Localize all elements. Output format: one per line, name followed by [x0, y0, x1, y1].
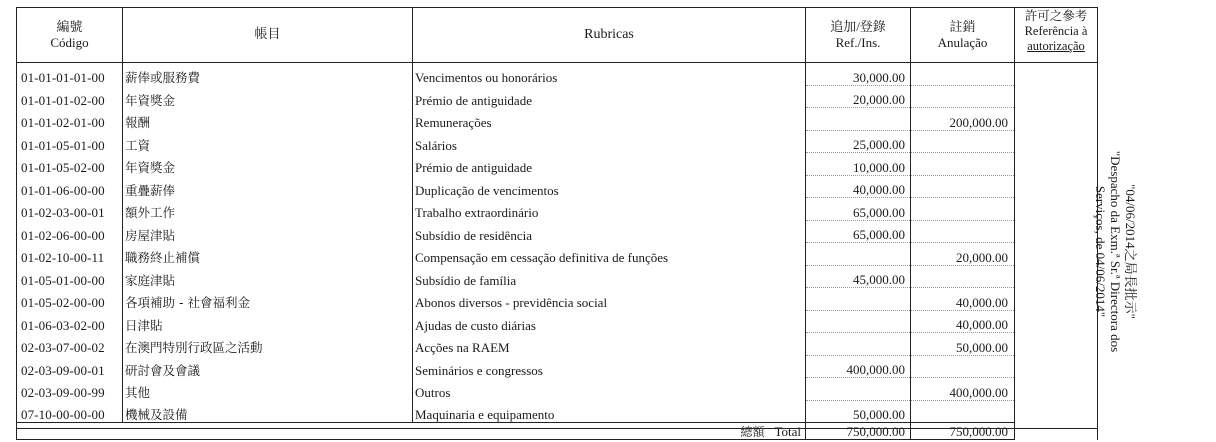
row-code: 01-02-03-00-01 [17, 198, 123, 221]
row-anulacao: 40,000.00 [911, 288, 1015, 311]
row-rubrica: Acções na RAEM [413, 333, 806, 356]
row-code: 01-05-02-00-00 [17, 288, 123, 311]
table-body [17, 63, 1139, 440]
total-reforco: 750,000.00 [806, 423, 911, 440]
header-ins-zh: 追加/登錄 [830, 19, 886, 34]
table-row [17, 220, 1098, 243]
row-reforco: 30,000.00 [806, 63, 911, 86]
row-reforco [806, 333, 911, 356]
row-anulacao: 400,000.00 [911, 378, 1015, 401]
row-reforco: 20,000.00 [806, 85, 911, 108]
row-reforco: 65,000.00 [806, 198, 911, 221]
header-code [17, 8, 123, 63]
table-header-row [17, 8, 1098, 63]
table-row [17, 198, 1098, 221]
row-item: 房屋津貼 [123, 220, 413, 243]
row-code: 01-05-01-00-00 [17, 265, 123, 288]
authorization-line1: "04/06/2014之局長批示" [1123, 183, 1139, 319]
row-anulacao [911, 153, 1015, 176]
authorization-reference [1015, 63, 1139, 440]
row-rubrica: Duplicação de vencimentos [413, 175, 806, 198]
row-code: 01-01-05-01-00 [17, 130, 123, 153]
total-label-pt: Total [774, 424, 801, 439]
authorization-line2: "Despacho da Exm.ª Sr.ª Directora dos [1108, 150, 1124, 352]
header-ins [806, 8, 911, 63]
row-item: 額外工作 [123, 198, 413, 221]
row-anulacao [911, 85, 1015, 108]
header-ins-pt: Ref./Ins. [835, 35, 881, 50]
row-code: 01-01-01-01-00 [17, 63, 123, 86]
total-row [17, 423, 1098, 440]
total-label [17, 423, 806, 440]
budget-table [16, 7, 1139, 440]
header-anu-pt: Anulação [937, 35, 988, 50]
row-rubrica: Compensação em cessação definitiva de funções [413, 243, 806, 266]
row-item: 職務終止補償 [123, 243, 413, 266]
header-code-pt: Código [50, 35, 89, 50]
authorization-text [1093, 151, 1138, 352]
row-item: 研討會及會議 [123, 355, 413, 378]
row-code: 01-01-05-02-00 [17, 153, 123, 176]
row-anulacao [911, 400, 1015, 423]
row-reforco [806, 243, 911, 266]
row-reforco: 25,000.00 [806, 130, 911, 153]
row-rubrica: Seminários e congressos [413, 355, 806, 378]
table-row [17, 243, 1098, 266]
row-anulacao [911, 265, 1015, 288]
header-ref-zh: 許可之參考 [1024, 9, 1088, 23]
row-code: 07-10-00-00-00 [17, 400, 123, 423]
row-item: 年資獎金 [123, 153, 413, 176]
row-reforco: 40,000.00 [806, 175, 911, 198]
row-anulacao [911, 63, 1015, 86]
row-anulacao: 40,000.00 [911, 310, 1015, 333]
row-reforco: 45,000.00 [806, 265, 911, 288]
row-item: 在澳門特別行政區之活動 [123, 333, 413, 356]
row-code: 01-02-10-00-11 [17, 243, 123, 266]
row-reforco: 50,000.00 [806, 400, 911, 423]
row-reforco: 65,000.00 [806, 220, 911, 243]
authorization-line3: Serviços, de 04/06/2014" [1093, 185, 1109, 317]
row-code: 01-01-01-02-00 [17, 85, 123, 108]
row-code: 02-03-09-00-99 [17, 378, 123, 401]
header-item-zh: 帳目 [254, 27, 281, 42]
header-item [123, 8, 413, 63]
row-item: 報酬 [123, 108, 413, 131]
header-ref-pt2: autorização [1027, 39, 1085, 53]
table-row [17, 108, 1098, 131]
table-row [17, 265, 1098, 288]
header-anu-zh: 註銷 [949, 19, 976, 34]
row-rubrica: Outros [413, 378, 806, 401]
row-rubrica: Subsídio de família [413, 265, 806, 288]
row-code: 01-01-06-00-00 [17, 175, 123, 198]
table-row [17, 288, 1098, 311]
header-ref-pt1: Referência à [1024, 24, 1088, 38]
row-rubrica: Prémio de antiguidade [413, 85, 806, 108]
row-anulacao: 20,000.00 [911, 243, 1015, 266]
row-rubrica: Ajudas de custo diárias [413, 310, 806, 333]
table-row [17, 85, 1098, 108]
row-rubrica: Remunerações [413, 108, 806, 131]
row-rubrica: Abonos diversos - previdência social [413, 288, 806, 311]
bottom-rule [16, 428, 1097, 429]
row-anulacao [911, 175, 1015, 198]
row-code: 01-06-03-02-00 [17, 310, 123, 333]
row-item: 日津貼 [123, 310, 413, 333]
table-row [17, 400, 1098, 423]
row-reforco [806, 288, 911, 311]
table-row [17, 310, 1098, 333]
row-item: 各項補助 - 社會福利金 [123, 288, 413, 311]
row-anulacao: 200,000.00 [911, 108, 1015, 131]
header-ref [1015, 8, 1098, 63]
row-anulacao [911, 198, 1015, 221]
row-item: 重疊薪俸 [123, 175, 413, 198]
row-code: 02-03-09-00-01 [17, 355, 123, 378]
row-item: 家庭津貼 [123, 265, 413, 288]
row-code: 01-01-02-01-00 [17, 108, 123, 131]
row-anulacao [911, 220, 1015, 243]
row-code: 01-02-06-00-00 [17, 220, 123, 243]
row-rubrica: Vencimentos ou honorários [413, 63, 806, 86]
row-item: 薪俸或服務費 [123, 63, 413, 86]
row-anulacao: 50,000.00 [911, 333, 1015, 356]
table-row [17, 355, 1098, 378]
header-code-zh: 編號 [56, 19, 83, 34]
row-reforco: 400,000.00 [806, 355, 911, 378]
row-code: 02-03-07-00-02 [17, 333, 123, 356]
row-item: 機械及設備 [123, 400, 413, 423]
row-reforco [806, 108, 911, 131]
total-label-zh: 總額 [740, 425, 765, 439]
header-anu [911, 8, 1015, 63]
table-row [17, 63, 1098, 86]
total-anulacao: 750,000.00 [911, 423, 1015, 440]
table-row [17, 130, 1098, 153]
row-item: 年資獎金 [123, 85, 413, 108]
row-reforco: 10,000.00 [806, 153, 911, 176]
row-anulacao [911, 355, 1015, 378]
header-rubricas: Rubricas [413, 8, 806, 63]
table-row [17, 378, 1098, 401]
row-item: 其他 [123, 378, 413, 401]
row-item: 工資 [123, 130, 413, 153]
row-rubrica: Salários [413, 130, 806, 153]
row-rubrica: Maquinaria e equipamento [413, 400, 806, 423]
row-reforco [806, 378, 911, 401]
row-anulacao [911, 130, 1015, 153]
row-rubrica: Subsídio de residência [413, 220, 806, 243]
row-reforco [806, 310, 911, 333]
table-row [17, 175, 1098, 198]
table-row [17, 333, 1098, 356]
row-rubrica: Trabalho extraordinário [413, 198, 806, 221]
row-rubrica: Prémio de antiguidade [413, 153, 806, 176]
table-row [17, 153, 1098, 176]
